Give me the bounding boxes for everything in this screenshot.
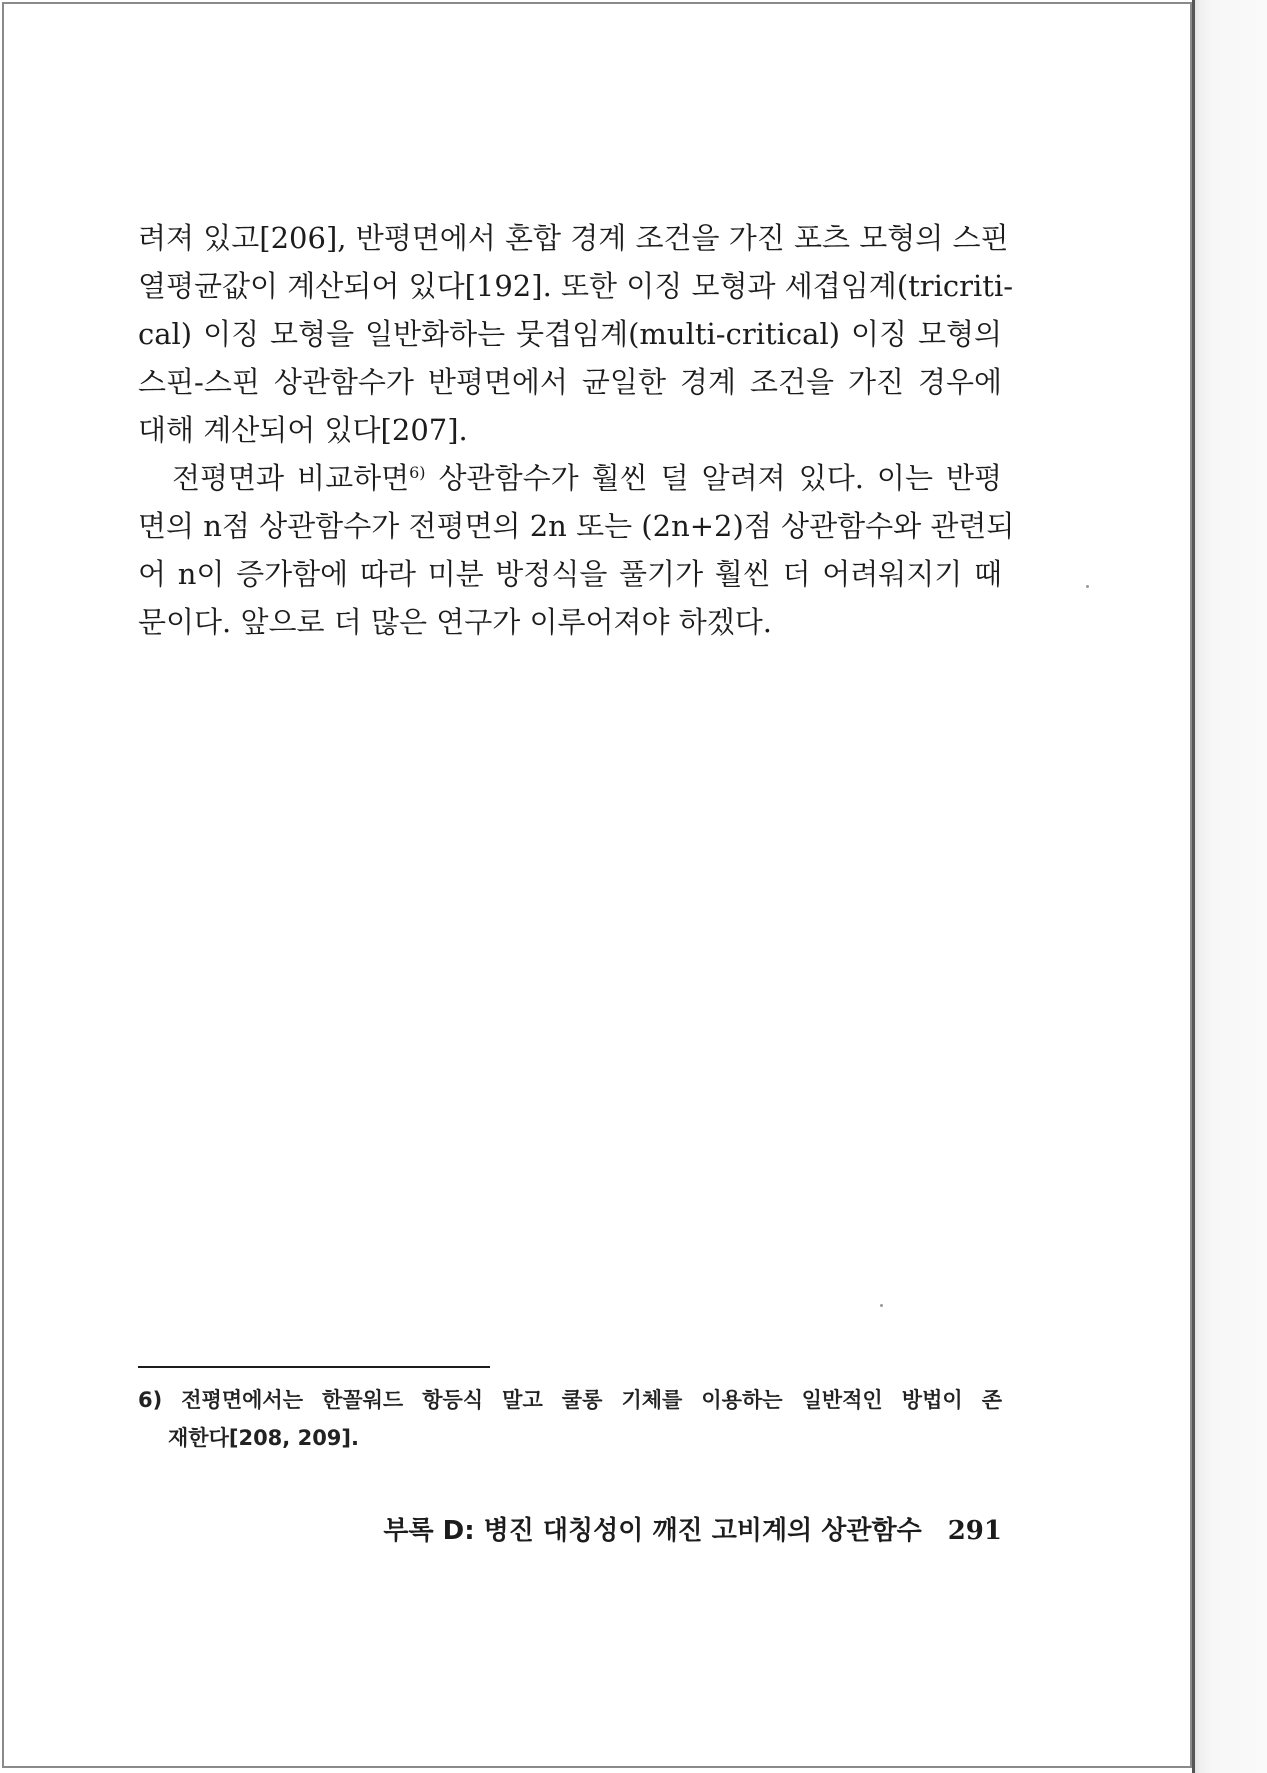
body-line: 스핀-스핀 상관함수가 반평면에서 균일한 경계 조건을 가진 경우에 (138, 365, 1002, 399)
page-edge-line (1192, 0, 1195, 1773)
scan-speck (1086, 585, 1089, 588)
body-line: 어 n이 증가함에 따라 미분 방정식을 풀기가 훨씬 더 어려워지기 때 (138, 557, 1002, 591)
page-edge-shadow (1192, 0, 1267, 1773)
footnote-line: 6) 전평면에서는 한꼴워드 항등식 말고 쿨롱 기체를 이용하는 일반적인 방법이 존 (138, 1388, 1002, 1412)
footnote-separator (138, 1366, 490, 1368)
body-line: 열평균값이 계산되어 있다[192]. 또한 이징 모형과 세겹임계(tricriti- (138, 269, 1014, 303)
body-text-fragment: 전평면과 비교하면 (172, 461, 410, 495)
body-line: 려져 있고[206], 반평면에서 혼합 경계 조건을 가진 포츠 모형의 스핀 (138, 221, 1009, 255)
footnote (138, 1381, 1002, 1457)
running-title: 부록 D: 병진 대칭성이 깨진 고비계의 상관함수 (383, 1516, 922, 1546)
page-number: 291 (947, 1516, 1002, 1546)
running-footer (138, 1510, 1002, 1547)
footnote-line: 재한다[208, 209]. (168, 1426, 359, 1450)
body-line: 문이다. 앞으로 더 많은 연구가 이루어져야 하겠다. (138, 605, 773, 639)
body-text-fragment: 상관함수가 훨씬 덜 알려져 있다. 이는 반평 (425, 461, 1002, 495)
body-text (138, 214, 1015, 646)
body-line (138, 454, 1002, 502)
scan-speck (880, 1304, 883, 1307)
body-line: cal) 이징 모형을 일반화하는 뭇겹임계(multi-critical) 이징 모형의 (138, 317, 1002, 351)
body-line: 대해 계산되어 있다[207]. (138, 413, 468, 447)
footnote-marker: 6) (409, 463, 426, 482)
body-line: 면의 n점 상관함수가 전평면의 2n 또는 (2n+2)점 상관함수와 관련되 (138, 509, 1015, 543)
